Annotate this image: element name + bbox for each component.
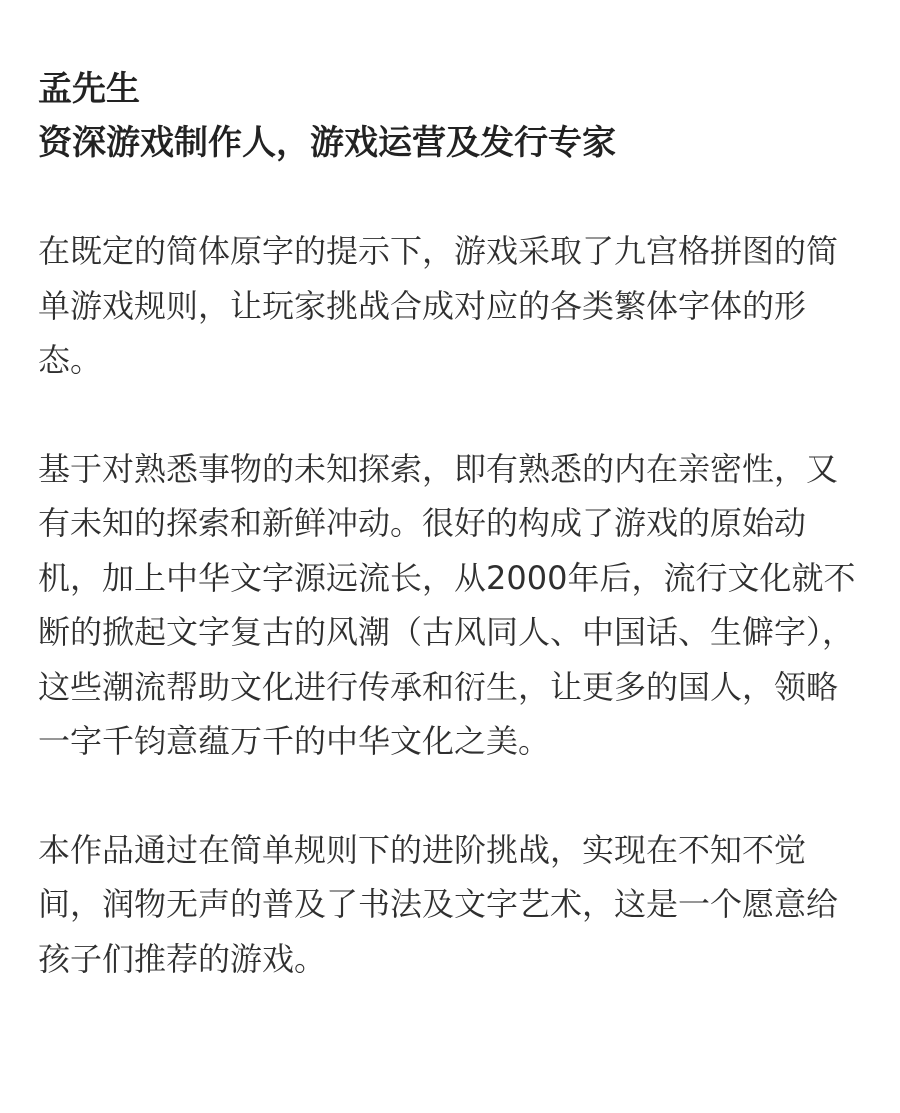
paragraph-recommendation: 本作品通过在简单规则下的进阶挑战，实现在不知不觉间，润物无声的普及了书法及文字艺术，这是一个愿意给孩子们推荐的游戏。 xyxy=(38,830,839,978)
author-name: 孟先生 xyxy=(38,69,140,109)
author-title: 资深游戏制作人，游戏运营及发行专家 xyxy=(38,123,616,163)
paragraph-cultural-motivation: 基于对熟悉事物的未知探索，即有熟悉的内在亲密性，又有未知的探索和新鲜冲动。很好的构成了游戏的原始动机，加上中华文字源远流长，从2000年后，流行文化就不断的掀起文字复古的风潮（古风同人、中国话、生僻字），这些潮流帮助文化进行传承和衍生，让更多的国人，领略一字千钧意蕴万千的中华文化之美。 xyxy=(38,449,856,760)
article-body xyxy=(38,62,868,986)
author-block xyxy=(38,62,868,170)
paragraph-game-rules: 在既定的简体原字的提示下，游戏采取了九宫格拼图的简单游戏规则，让玩家挑战合成对应的各类繁体字体的形态。 xyxy=(38,232,839,379)
